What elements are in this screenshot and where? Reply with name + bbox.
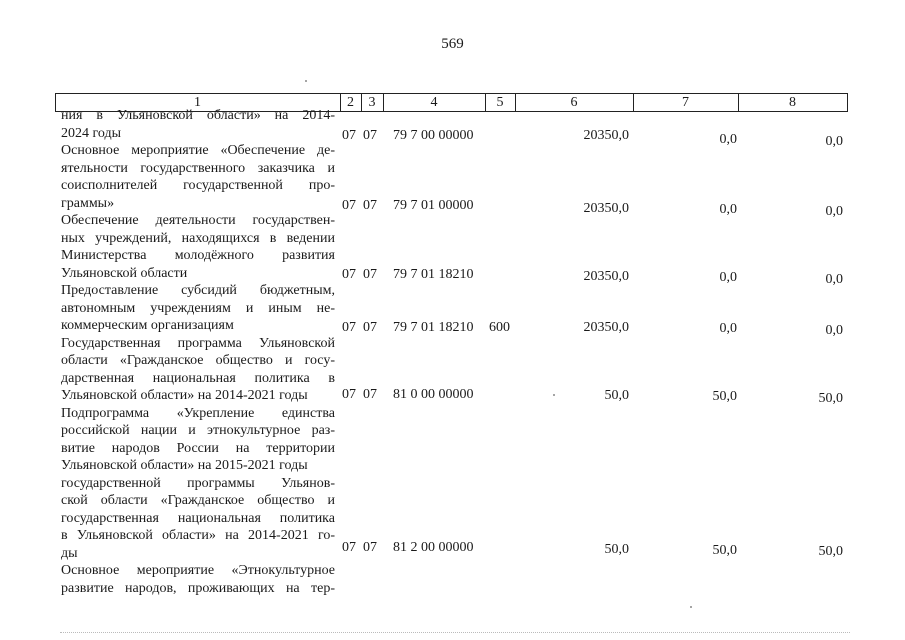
- description-line: граммы»: [61, 195, 115, 211]
- description-line: Основное мероприятие «Этнокультурное: [61, 563, 335, 578]
- description-line: Предоставление субсидий бюджетным,: [61, 283, 335, 298]
- description-line: Подпрограмма «Укрепление единства: [61, 405, 335, 421]
- cell-col-6: 50,0: [604, 388, 629, 403]
- cell-col-7: 0,0: [719, 202, 737, 217]
- description-line: соисполнителей государственной про-: [61, 178, 335, 193]
- page-number: 569: [441, 36, 464, 52]
- cell-col-4: 79 7 01 18210: [393, 267, 474, 282]
- description-line: ды: [61, 545, 78, 561]
- cell-col-2: 07: [342, 387, 356, 402]
- description-line: Ульяновской области: [61, 265, 188, 281]
- description-line: Ульяновской области» на 2015-2021 годы: [61, 458, 308, 473]
- cell-col-3: 07: [363, 320, 377, 335]
- cell-col-8: 0,0: [825, 323, 843, 338]
- header-col-6: 6: [570, 95, 578, 110]
- description-line: автономным учреждениям и иным не-: [61, 300, 335, 316]
- cell-col-6: 20350,0: [583, 269, 629, 284]
- scan-speck: [553, 394, 555, 396]
- cell-col-7: 50,0: [712, 543, 737, 558]
- cell-col-5: 600: [489, 320, 510, 335]
- description-line: 2024 годы: [61, 125, 122, 141]
- description-line: Ульяновской области» на 2014-2021 годы: [61, 388, 308, 403]
- description-line: государственная национальная политика: [61, 510, 335, 526]
- cell-col-2: 07: [342, 267, 356, 282]
- cell-col-6: 50,0: [604, 542, 629, 557]
- header-col-8: 8: [789, 95, 796, 110]
- cell-col-3: 07: [363, 267, 377, 282]
- cell-col-3: 07: [363, 540, 377, 555]
- cell-col-6: 20350,0: [583, 201, 629, 216]
- description-line: ния в Ульяновской области» на 2014-: [61, 108, 335, 123]
- cell-col-8: 0,0: [825, 134, 843, 149]
- description-line: Основное мероприятие «Обеспечение де-: [61, 143, 335, 158]
- header-col-2: 2: [347, 95, 354, 110]
- description-line: развитие народов, проживающих на тер-: [61, 580, 335, 596]
- header-divider: [847, 93, 848, 112]
- description-line: в Ульяновской области» на 2014-2021 го-: [61, 528, 335, 543]
- header-col-3: 3: [368, 95, 376, 110]
- cell-col-2: 07: [342, 128, 356, 143]
- cell-col-4: 79 7 01 18210: [393, 320, 474, 335]
- cell-col-8: 50,0: [818, 391, 843, 406]
- cell-col-4: 79 7 00 00000: [393, 128, 474, 143]
- cell-col-7: 0,0: [719, 132, 737, 147]
- description-line: российской нации и этнокультурное раз-: [61, 423, 335, 438]
- scan-speck: [690, 606, 692, 608]
- cell-col-2: 07: [342, 320, 356, 335]
- header-col-5: 5: [496, 95, 504, 110]
- cell-col-4: 79 7 01 00000: [393, 198, 474, 213]
- description-column: [61, 107, 335, 597]
- scan-speck: [305, 80, 307, 82]
- description-line: витие народов России на территории: [61, 440, 335, 456]
- cell-col-4: 81 0 00 00000: [393, 387, 474, 402]
- cell-col-2: 07: [342, 540, 356, 555]
- header-col-4: 4: [430, 95, 438, 110]
- description-line: Министерства молодёжного развития: [61, 248, 335, 263]
- cell-col-2: 07: [342, 198, 356, 213]
- cell-col-3: 07: [363, 387, 377, 402]
- description-line: ятельности государственного заказчика и: [61, 160, 335, 176]
- cell-col-3: 07: [363, 198, 377, 213]
- cell-col-6: 20350,0: [583, 320, 629, 335]
- cell-col-8: 50,0: [818, 544, 843, 559]
- description-line: области «Гражданское общество и госу-: [61, 353, 335, 368]
- header-col-1: 1: [194, 95, 201, 110]
- scan-edge-noise: [60, 632, 850, 633]
- cell-col-7: 0,0: [719, 270, 737, 285]
- header-col-7: 7: [682, 95, 689, 110]
- description-line: дарственная национальная политика в: [61, 370, 335, 386]
- cell-col-4: 81 2 00 00000: [393, 540, 474, 555]
- cell-col-7: 50,0: [712, 389, 737, 404]
- cell-col-6: 20350,0: [583, 128, 629, 143]
- cell-col-8: 0,0: [825, 272, 843, 287]
- description-line: государственной программы Ульянов-: [61, 475, 335, 491]
- cell-col-8: 0,0: [825, 204, 843, 219]
- cell-col-3: 07: [363, 128, 377, 143]
- description-line: Государственная программа Ульяновской: [61, 335, 335, 351]
- description-line: Обеспечение деятельности государствен-: [61, 213, 335, 228]
- description-line: ской области «Гражданское общество и: [61, 493, 335, 508]
- description-line: ных учреждений, находящихся в ведении: [61, 230, 335, 246]
- description-line: коммерческим организациям: [61, 318, 234, 333]
- cell-col-7: 0,0: [719, 321, 737, 336]
